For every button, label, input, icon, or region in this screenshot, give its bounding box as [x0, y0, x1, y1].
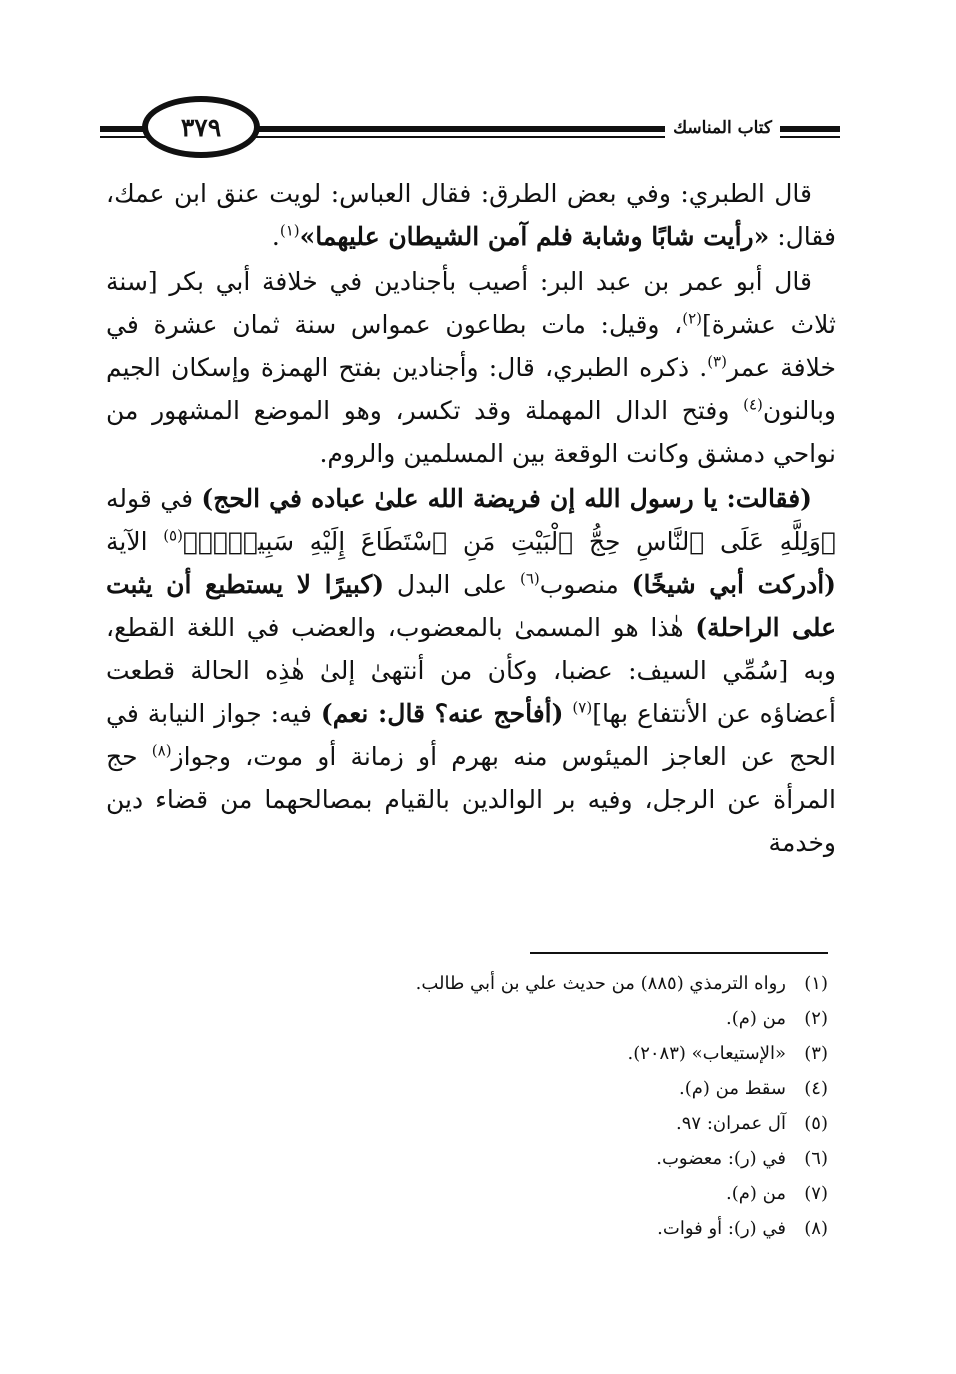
footnotes-list: [300, 966, 828, 1246]
footnote-item: [300, 1141, 828, 1176]
footnote-item: [300, 966, 828, 1001]
footnote-number: (٣): [804, 1043, 828, 1064]
quran-verse: ﴿وَلِلَّهِ عَلَى ٱلنَّاسِ حِجُّ ٱلْبَيْتِ مَنِ ٱسْتَطَاعَ إِلَيْهِ سَبِيلًاۚ﴾: [182, 527, 836, 556]
footnote-ref[interactable]: (٢): [682, 309, 703, 328]
bold-phrase: (فقالت: يا رسول الله إن فريضة الله علىٰ عباده في الحج): [201, 484, 812, 513]
footnote-number: (١): [804, 973, 828, 994]
text-run: في قوله: [106, 484, 202, 513]
footnote-item: [300, 1176, 828, 1211]
page-number-badge: [142, 96, 260, 158]
footnote-text: في (ر): أو فوات.: [657, 1218, 786, 1239]
footnote-number: (٥): [804, 1113, 828, 1134]
footnote-ref[interactable]: (٧): [572, 698, 593, 717]
footnote-number: (٨): [804, 1218, 828, 1239]
text-run: قال أبو عمر بن عبد البر: أصيب بأجنادين في خلافة أبي بكر [سنة ثلاث عشرة]: [106, 267, 836, 339]
footnote-item: [300, 1106, 828, 1141]
footnote-text: في (ر): معضوب.: [656, 1148, 786, 1169]
bold-phrase: (أفأحج عنه؟ قال: نعم): [320, 699, 564, 728]
text-run: ، وقيل: مات بطاعون عمواس سنة ثمان عشرة في خلافة عمر: [106, 310, 836, 382]
text-run: فيه: جواز النيابة في الحج عن العاجز الميئوس منه بهرم أو زمانة أو موت، وجواز: [106, 699, 836, 771]
paragraph-3: [106, 477, 836, 864]
footnote-text: من (م).: [726, 1008, 786, 1029]
text-run: .: [271, 222, 280, 251]
footnote-item: [300, 1001, 828, 1036]
page-header: [100, 96, 840, 162]
text-run: قال الطبري: وفي بعض الطرق: فقال العباس: لويت عنق ابن عمك، فقال:: [106, 179, 836, 251]
text-run: منصوب: [539, 570, 632, 599]
main-text: [106, 172, 836, 866]
footnote-item: [300, 1036, 828, 1071]
paragraph-1: [106, 172, 836, 258]
footnote-text: سقط من (م).: [679, 1078, 786, 1099]
footnote-text: من (م).: [726, 1183, 786, 1204]
text-run: حج المرأة عن الرجل، وفيه بر الوالدين بالقيام بمصالحهما من قضاء دين وخدمة: [106, 742, 836, 857]
footnote-number: (٦): [804, 1148, 828, 1169]
text-run: وفتح الدال المهملة وقد تكسر، وهو الموضع المشهور من نواحي دمشق وكانت الوقعة بين المسلمين والروم.: [106, 396, 836, 468]
footnote-number: (٧): [804, 1183, 828, 1204]
footnote-ref[interactable]: (٣): [707, 352, 727, 371]
footnote-text: رواه الترمذي (٨٨٥) من حديث علي بن أبي طالب.: [415, 973, 786, 994]
text-run: هٰذا هو المسمىٰ بالمعضوب، والعضب في اللغة القطع، وبه [سُمِّي السيف: عضبا، وكأن من أنتهىٰ إلىٰ هٰذِه الحالة قطعت أعضاؤه عن الأنتفاع بها]: [106, 613, 837, 728]
footnote-text: آل عمران: ٩٧.: [676, 1113, 786, 1134]
bold-phrase: (كبيرًا لا يستطيع أن يثبت على الراحلة): [106, 570, 837, 642]
footnote-text: «الإستيعاب» (٢٠٨٣).: [627, 1043, 786, 1064]
footnote-item: [300, 1071, 828, 1106]
footnote-ref[interactable]: (٤): [743, 395, 763, 414]
footnote-ref[interactable]: (٦): [519, 569, 540, 588]
footnote-ref[interactable]: (١): [279, 221, 300, 240]
paragraph-2: [106, 260, 836, 475]
book-title: كتاب المناسك: [665, 118, 780, 138]
footnote-ref[interactable]: (٥): [163, 526, 183, 545]
footnote-item: [300, 1211, 828, 1246]
page-number: ٣٧٩: [180, 112, 222, 142]
footnote-number: (٢): [804, 1008, 828, 1029]
footnote-separator: [530, 952, 828, 954]
text-run: الآية: [106, 527, 164, 556]
text-run: على البدل: [384, 570, 520, 599]
footnote-number: (٤): [804, 1078, 828, 1099]
hadith-quote: «رأيت شابًا وشابة فلم آمن الشيطان عليهما»: [299, 222, 770, 251]
text-run: . ذكره الطبري، قال: وأجنادين بفتح الهمزة وإسكان الجيم وبالنون: [106, 353, 836, 425]
bold-phrase: (أدركت أبي شيخًا): [631, 570, 836, 599]
footnote-ref[interactable]: (٨): [151, 741, 172, 760]
